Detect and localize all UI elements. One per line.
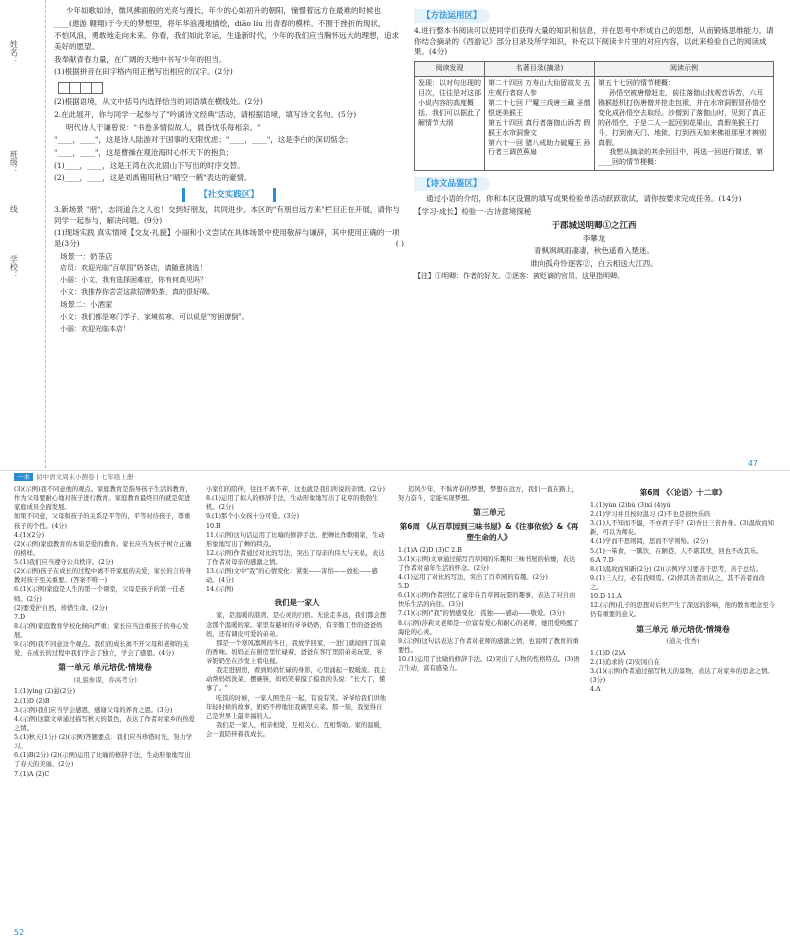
margin-label-school: 学校： (9, 255, 19, 279)
answer-line: 1.(1)yìng (2)悬(2分) (14, 688, 76, 696)
answer-paren[interactable]: ( ) (395, 238, 404, 248)
answer-line: 4.A (590, 686, 601, 694)
table-header: 阅读发现 (415, 61, 485, 76)
answer-page (0, 470, 790, 944)
scene-line: 小文：我们都是寒门学子，家境贫寒，可以说是"穷困潦倒"。 (60, 312, 249, 321)
answer-line: 7.(1)(示例)"我"的情感变化：孤独——感动——敬爱。(3分) (398, 610, 565, 618)
answer-column-1 (14, 485, 196, 937)
answer-line: 1.(1)A (2)D (3)C 2.B (398, 546, 462, 554)
answer-blank[interactable]: 我想从摘录的其余回目中，再选一回进行简述，第____回的情节梗概： (598, 148, 764, 167)
unit-subheading: (通关·优秀) (666, 637, 700, 646)
answer-line: 5.(1)秋天(1分) (2)(示例)答题要点：我们应当珍惜时光，努力学习。 (14, 734, 193, 751)
intro-line: 少年如歌如诗，微风拂面般的光亮与漫长，年少的心如初升的朝阳，憧憬着远方在最难的时候也 (66, 6, 381, 15)
answer-line: 2.(1)追求的 (2)安闲自在 (590, 658, 660, 666)
answer-line: 12.(示例)孔子的思想对后世产生了深远的影响，他的教育理念至今仍有重要的意义。 (590, 602, 775, 619)
answer-line: 2.(1)学习并且按时温习 (2)不也是很快乐吗 (590, 511, 711, 518)
intro-line: 不怕风浪，勇敢地走向未来。你看，我们如此幸运，生逢新时代，少年的我们应当胸怀远大的理想，追求美好的愿望。 (54, 31, 399, 51)
answer-line: 3.(1)人不知而不愠，不亦君子乎？(2)吾日三省吾身。(3)温故而知新，可以为师矣。 (590, 520, 774, 537)
answer-line: 3.(示例)我们应当学会感恩，感谢父母的养育之恩。(3分) (14, 706, 173, 714)
method-heading: 【方法运用区】 (414, 9, 490, 23)
answer-line: 9.(1)那个小女孩十分可爱。(3分) (206, 513, 300, 521)
answer-line: 1.(1)D (2)A (590, 649, 626, 657)
scene-line: 小文：我推荐你尝尝这款招牌奶茶，真的很好喝。 (60, 288, 214, 297)
essay-paragraph: 我走进厨房，看到妈妈忙碌的身影，心里涌起一股暖流。我主动帮妈妈洗菜、摆碗筷，妈妈笑着摸了摸我的头说："长大了，懂事了。" (206, 667, 387, 693)
table-cell-discovery: 发现：以对句出现的目次，往往是对这部小说内容的高度概括，我们可以据此了解情节大纲 (415, 76, 485, 170)
scene-line: 店员：欢迎光临"百草园"奶茶店，请随意挑选！ (60, 264, 207, 273)
poem-line: 谁向孤舟怜逐客②，白云相送大江西。 (530, 259, 658, 269)
poem-author: 李攀龙 (582, 233, 606, 243)
poem-subtask: 【学习·成长】检验一·古诗意境探秘 (414, 207, 532, 217)
week-heading: 第6周 《从百草园到三味书屋》&《往事依依》&《再塑生命的人》 (399, 521, 579, 542)
scene-line: 小丽：欢迎光临本店！ (60, 324, 130, 333)
answer-line: 7.D (14, 613, 26, 621)
answer-line: 8.(示例)家庭教育学校化倾向严重；家长应当注重孩子的身心发展。 (14, 622, 189, 639)
answer-line: 小家们的陪伴，往往不离不弃，这也就是我们所说的亲情。(2分) (206, 486, 385, 493)
margin-label-class: 班级： (9, 150, 19, 174)
answer-line: 2.(1)D (2)B (14, 697, 50, 705)
scene-1-title: 场景一：奶茶店 (60, 251, 113, 261)
right-column (414, 6, 774, 461)
intro-line: 我奉献青春力量，在广阔的天地中书写少年的担当。 (54, 54, 227, 64)
reading-question: 4.进行整本书阅读可以使同学们获得大量的知识和信息，并在思考中形成自己的思想，从而锻炼思维能力。请你结合摘录的《西游记》部分目录及所学知识，补充以下阅读卡片里的对应内容，以此来检验自己的阅读成果。(4分) (414, 26, 774, 57)
answer-line: 10.(1)运用了比喻的修辞手法。(2)突出了人物的性格特点。(3)语言生动，富有感染力。 (398, 656, 580, 673)
intro-line: ____(遨游 翱翔)于今天的梦想里，将年华浪漫地描绘，diāo líu 出青春的模样。不囿于挫折的现状， (54, 18, 386, 28)
answer-line: 4.(1)运用了对比的写法，突出了百草园的有趣。(2分) (398, 573, 548, 581)
answer-line: (2)(示例)孩子在成长的过程中离不开家庭的关爱，家长的言传身教对孩子至关重要。(答案不唯一) (14, 568, 192, 585)
table-header: 名著目录(摘录) (485, 61, 595, 76)
answer-line: 9.(示例)我不同意这个观点。我们的成长离不开父母和老师的关爱，在成长的过程中我们学会了独立，学会了感恩。(4分) (14, 641, 189, 658)
answer-line: 5.(1)一箪食，一瓢饮，在陋巷，人不堪其忧，回也不改其乐。 (590, 547, 763, 555)
pinyin-writing-grid[interactable] (58, 82, 102, 94)
essay-paragraph: 追风少年，不惧青春的梦想，梦想在远方，我们一直在路上，努力奋斗，定能实现梦想。 (398, 486, 579, 503)
answer-line: 如果不同意，父母和孩子的关系是平等的，平等对待孩子，尊重孩子的个性。(4分) (14, 513, 191, 530)
answer-line: 14.(示例) (206, 586, 234, 594)
binding-margin (0, 0, 46, 468)
worksheet-page (0, 0, 790, 468)
question-4-sub1: (1)现场实践 真实情境【交友·礼貌】小丽和小文尝试在具体场景中使用敬辞与谦辞，其中使用正确的一项是(3分) ( ) (54, 228, 404, 248)
question-1: (1)根据拼音在田字格内用正楷写出相应的汉字。(2分) (54, 67, 233, 77)
answer-line: 13.(示例)文中"我"的心情变化：紧张——害怕——放松——感动。(4分) (206, 568, 378, 585)
table-header: 阅读示例 (595, 61, 774, 76)
answer-line: 4.(示例)这篇文章通过描写秋天的景色，表达了作者对家乡的热爱之情。 (14, 715, 195, 732)
essay-paragraph: 吃饭的时候，一家人围坐在一起，有说有笑。爷爷给我们讲他年轻时候的故事，奶奶不停地往我碗里夹菜。那一刻，我觉得自己是世界上最幸福的人。 (206, 694, 387, 720)
answer-line: 11.(示例)这句话运用了比喻的修辞手法，把蝉比作歌唱家，生动形象地写出了蝉的特点。 (206, 531, 385, 548)
question-3-line: (2)____，____，这是刘禹锡用秋日"晴空一鹤"表达的豪情。 (54, 173, 252, 183)
answer-line: (2)(示例)家庭教育的本质是爱的教育。家长应当为孩子树立正确的榜样。 (14, 540, 192, 557)
question-3-line: "____，____"，这是曹操在观沧海时心怀天下的抱负； (54, 148, 234, 158)
answer-line: 6.A 7.D (590, 556, 614, 564)
unit-heading: 第一单元 单元培优·情境卷 (58, 663, 152, 673)
question-2: (2)根据语境，从文中括号内选择恰当的词语填在横线处。(2分) (54, 97, 263, 107)
essay-paragraph: 家，是温暖的港湾，是心灵的归宿。无论走多远，我们都会想念那个温暖的家。家里有慈祥的爷爷奶奶，有辛勤工作的爸爸妈妈，还有调皮可爱的弟弟。 (206, 612, 387, 638)
page-number: 47 (747, 459, 758, 468)
answer-line: 5.D (398, 583, 410, 591)
week-heading: 第6周 《〈论语〉十二章》 (639, 488, 727, 497)
margin-label-name: 姓名： (9, 40, 19, 64)
table-cell-example: 第五十七回的情节梗概： 孙悟空被唐僧赶走，前往落伽山找观音诉苦，六耳猕猴趁机打伤唐僧并抢走包袱，并在水帘洞假冒孙悟空变化成孙悟空去取经。沙僧到了落伽山时，见到了真正的孙悟空，于是二人一起回到花果山，真假美猴王打斗，打到南天门、地狱，打到西天如来佛祖那里才辨别真假。 我想从摘录的其余回目中，再选一回进行简述，第____回的情节梗概： (595, 76, 774, 170)
answer-column-2 (206, 485, 388, 937)
page-number: 52 (14, 927, 25, 937)
answer-line: 7.(1)A (2)C (14, 770, 50, 778)
essay-title: 我们是一家人 (274, 597, 320, 607)
question-4-text: 3.新场景 "朋"，志同道合之人也！交到好朋友，共同进步。本区的"有朋自远方来"栏目正在开展，请你与同学一起参与，解决问题。(9分) (54, 205, 400, 225)
essay-paragraph: 我们是一家人，相亲相爱，互相关心，互相帮助。家的温暖，会一直陪伴着我成长。 (206, 721, 387, 738)
margin-label-line: 线 (9, 205, 19, 213)
scene-line: 小丽：小文，我有选择困难症，你有何高见吗？ (60, 276, 207, 285)
unit-heading: 第三单元 单元培优·情境卷 (636, 624, 730, 634)
answer-line: 4.(1)(2分) (14, 531, 45, 539)
answer-column-3 (398, 485, 580, 937)
answer-line: 10.D 11.A (590, 593, 622, 601)
answer-line: 5.(1)我们应当遵守公共秩序。(2分) (14, 559, 114, 566)
answer-line: 3.(1)(示例)作者通过描写秋天的景物，表达了对家乡的思念之情。(3分) (590, 667, 774, 684)
scene-2-title: 场景二：小酒家 (60, 300, 113, 310)
table-cell-catalog: 第二十四回 万寿山大仙留故友 五庄观行者窃人参 第二十七回 尸魔三戏唐三藏 圣僧恨逐美猴王 第五十四回 真行者落伽山诉苦 假猴王水帘洞誊文 第六十一回 猪八戒助力破魔王 孙行者三调芭蕉扇 (485, 76, 595, 170)
poem-note: 【注】①明卿：作者的好友。②逐客：被贬谪的官员，这里指明卿。 (414, 271, 624, 280)
question-3-line: (1)____，____，这是王湾在次北固山下写出的时序交替。 (54, 160, 245, 170)
answer-line: 6.(1)(示例)家庭是人生的第一个课堂，父母是孩子的第一任老师。(2分) (14, 586, 185, 603)
answer-line: 10.B (206, 522, 221, 530)
poem-question: 通过小语的介绍，你和本区设置的填写成果检验单活动跃跃欲试，请你按要求完成任务。(14分) (426, 194, 742, 204)
question-3-line: "____，____"，这是诗人陆游对于国事的无限忧虑；"____，____"，这是李白的深切惦念； (54, 135, 353, 145)
essay-paragraph: 那是一个寒风凛冽的冬日，我放学回家，一进门就闻到了饭菜的香味。妈妈正在厨房里忙碌着，爸爸在客厅里陪弟弟玩耍，爷爷奶奶坐在沙发上看电视。 (206, 639, 387, 665)
question-3-head: 2.在此展开，你与同学一起参与了"吟诵诗文经典"活动，请根据语境，填写诗文名句。(5分) (54, 110, 357, 120)
answer-line: 6.(1)(示例)作者回忆了童年在百草园玩耍的趣事，表达了对自由快乐生活的向往。(3分) (398, 592, 576, 609)
reading-card-table (414, 61, 774, 171)
answer-line: 1.(1)yùn (2)bù (3)xí (4)yú (590, 501, 671, 509)
page-header: 一本 初中语文周末小测卷 | 七年级上册 (14, 473, 133, 482)
unit-subheading: (礼貌参谋，券高考分) (73, 675, 137, 684)
answer-line: 6.(1)B(2分) (2)(示例)运用了比喻的修辞手法，生动形象地写出了春天的美丽。(2分) (14, 752, 191, 769)
poem-title: 于郡城送明卿①之江西 (551, 220, 637, 231)
answer-line: 4.(1)学而不思则罔，思而不学则殆。(2分) (590, 538, 709, 546)
answer-line: 3.(1)(示例)文章通过描写百草园的乐趣和三味书屋的枯燥，表达了作者对童年生活的怀念。(2分) (398, 555, 576, 572)
answer-line: 8.(1)温故而知新(2分) (2)(示例)学习要善于思考，善于总结。 (590, 565, 762, 573)
answer-line: 8.(示例)莎莉文老师是一位富有爱心和耐心的老师，她用爱唤醒了海伦的心灵。 (398, 619, 579, 636)
answer-line: 8.(1)运用了拟人的修辞手法，生动形象地写出了花草的勃勃生机。(2分) (206, 495, 379, 512)
answer-line: (2)要爱护自然，珍惜生命。(2分) (14, 604, 108, 612)
answer-column-4 (590, 485, 776, 937)
social-practice-heading: 【社交实践区】 (54, 188, 404, 202)
poem-line: 青枫飒飒雨凄凄，秋色遥看入楚迷。 (534, 246, 654, 256)
answer-line: 9.(1)三人行，必有我师焉。(2)择其善者而从之，其不善者而改之。 (590, 574, 765, 591)
left-column (54, 6, 404, 461)
answer-line: (3)(示例)我不同意他的观点。家庭教育是指导孩子生活的教育，作为父母要耐心地对孩子进行教育。家庭教育最终目的就是促进家庭成员全面发展。 (14, 486, 192, 512)
question-3-line: 明代诗人于谦曾说："书卷多情似故人，晨昏忧乐每相亲。" (66, 122, 261, 132)
unit-heading: 第三单元 (473, 508, 505, 518)
answer-line: 12.(示例)作者通过对比的写法，突出了母亲的伟大与无私，表达了作者对母亲的感激之情。 (206, 549, 385, 566)
poem-heading: 【诗文品鉴区】 (414, 177, 490, 191)
answer-line: 9.(示例)这句话表达了作者对老师的感激之情，也说明了教育的重要性。 (398, 637, 579, 654)
